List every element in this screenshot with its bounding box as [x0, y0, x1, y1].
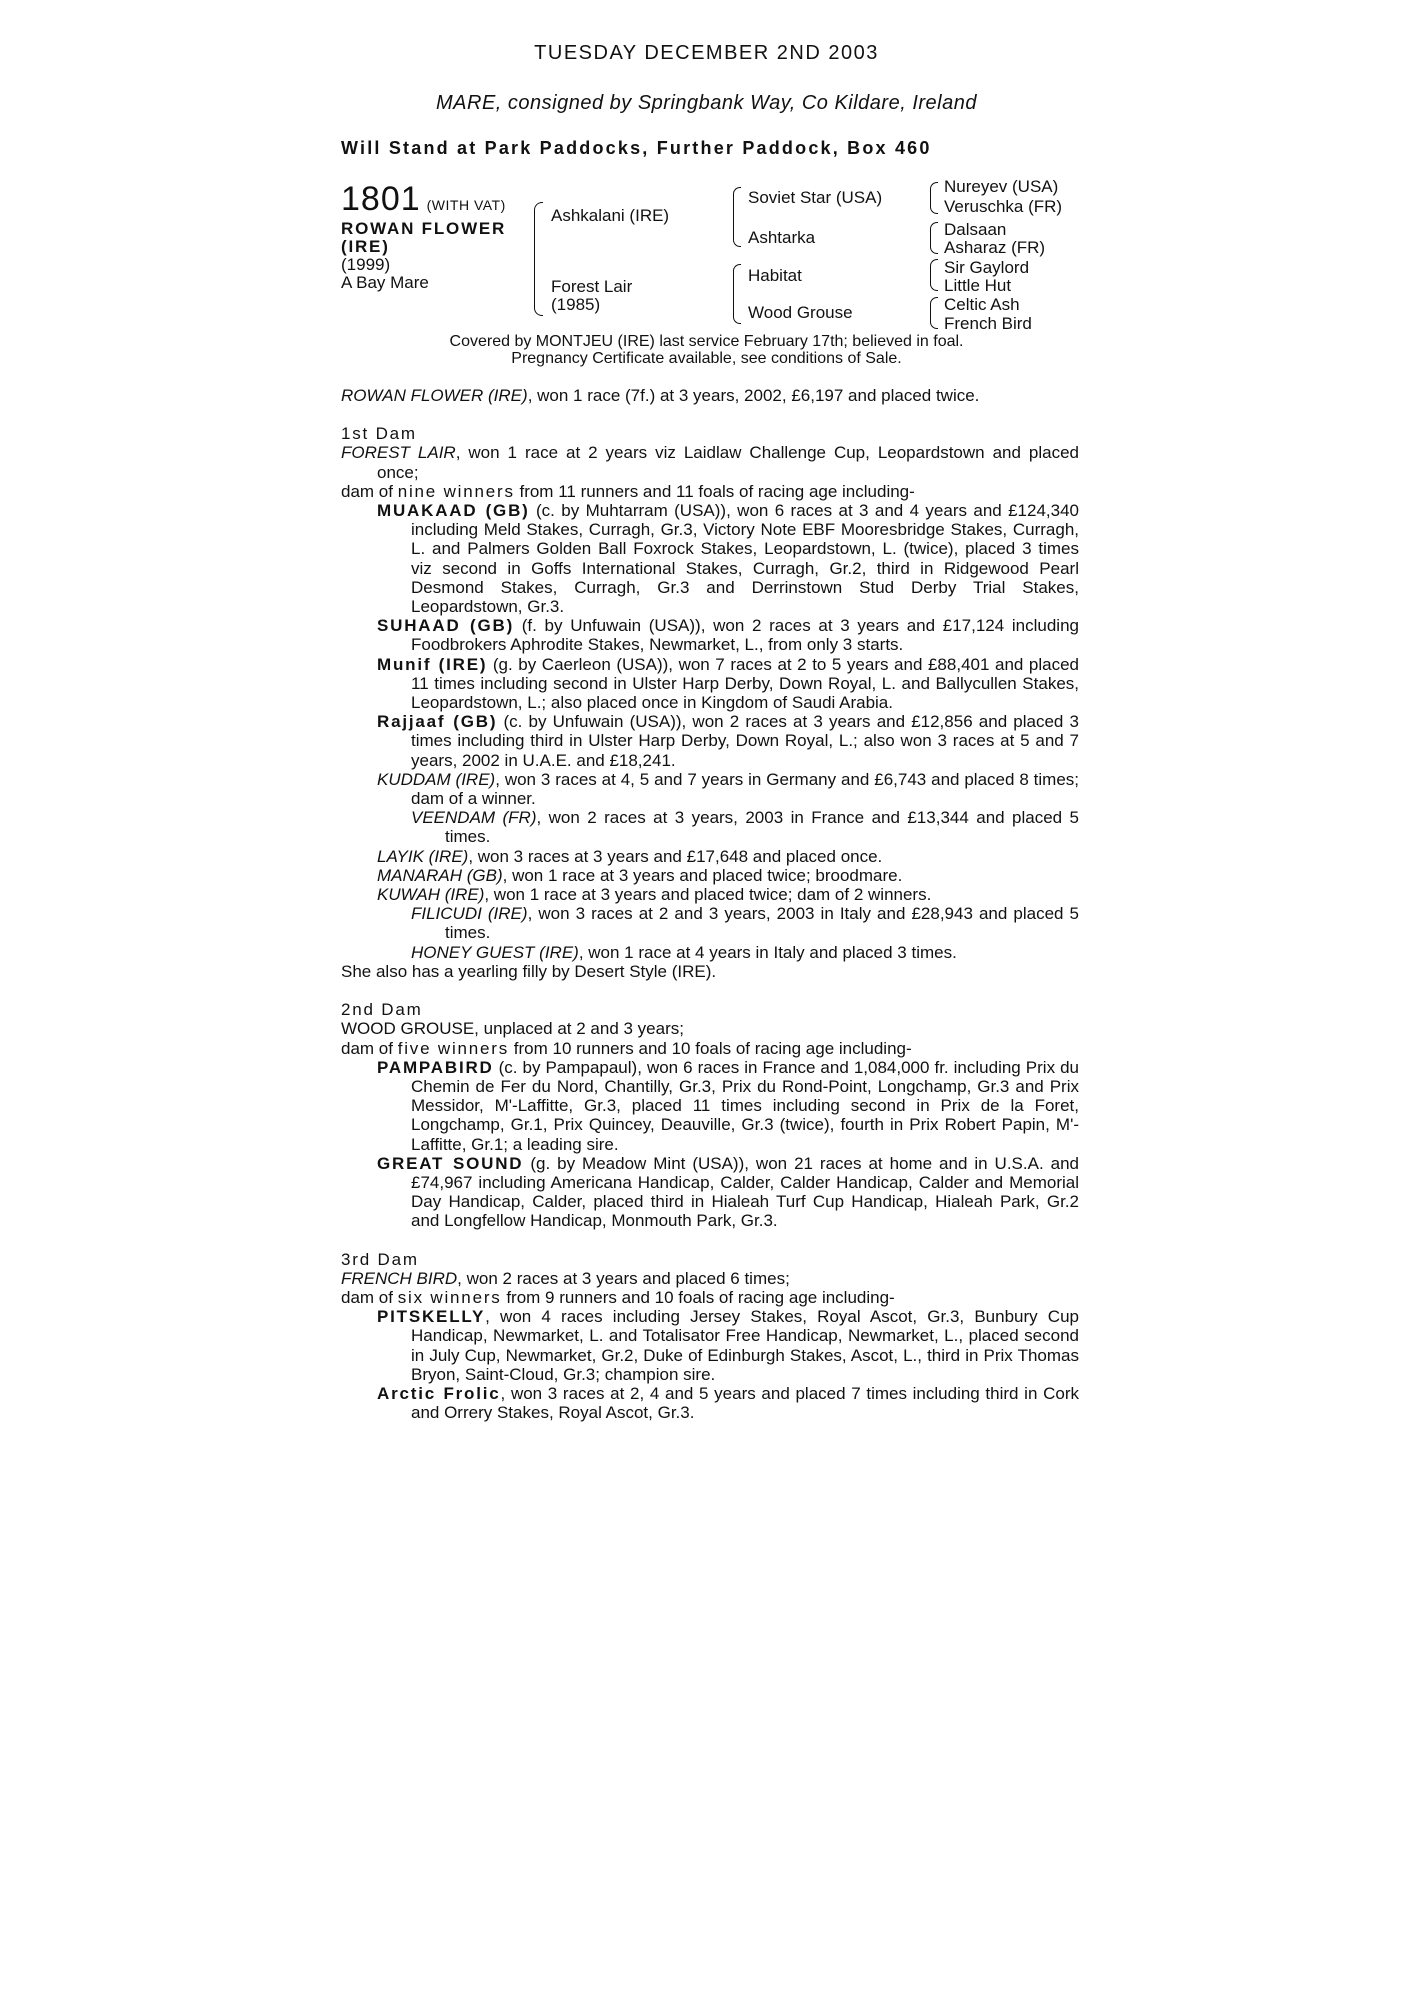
offspring-entry [341, 1058, 1079, 1154]
lot-number: 1801 [341, 180, 421, 218]
pedigree-brace [534, 202, 543, 316]
offspring-record: , won 1 race at 3 years and placed twice; dam of 2 winners. [484, 885, 932, 905]
certificate-line: Pregnancy Certificate available, see conditions of Sale. [511, 350, 902, 367]
offspring-name: SUHAAD (GB) [377, 616, 515, 636]
produce-text: from 10 runners and 10 foals of racing age including- [509, 1038, 912, 1058]
pedigree-brace [930, 297, 938, 329]
first-dam-heading: 1st Dam [341, 424, 417, 444]
summary-horse-name: ROWAN FLOWER (IRE) [341, 386, 528, 405]
offspring-name: PITSKELLY [377, 1307, 486, 1327]
third-dam-name: FRENCH BIRD [341, 1268, 458, 1288]
offspring-entry [341, 847, 1079, 866]
offspring-name: KUDDAM (IRE) [377, 769, 496, 789]
horse-name: ROWAN FLOWER [341, 219, 507, 238]
pedigree-gen3: Soviet Star (USA) [748, 188, 883, 207]
offspring-name: MANARAH (GB) [377, 865, 503, 885]
offspring-record: (g. by Caerleon (USA)), won 7 races at 2 to 5 years and £88,401 and placed 11 times including second in Ulster Harp Derby, Down Royal, L. and Ballycullen Stakes, Leopardstown, L.; also placed once in Kingdom of Saudi Arabia. [411, 654, 1079, 713]
horse-year: (1999) [341, 255, 391, 274]
third-dam-heading: 3rd Dam [341, 1249, 419, 1269]
second-dam-record: WOOD GROUSE, unplaced at 2 and 3 years; [341, 1019, 684, 1039]
offspring-entry [341, 885, 1079, 904]
pedigree-dam-year: (1985) [551, 295, 601, 314]
horse-description: A Bay Mare [341, 273, 429, 292]
first-dam-produce [341, 482, 1079, 501]
produce-winners: nine winners [397, 481, 515, 501]
offspring-entry [341, 904, 1079, 942]
pedigree-gen4: Nureyev (USA) [944, 177, 1059, 196]
pedigree-sire: Ashkalani (IRE) [551, 206, 670, 225]
offspring-name: KUWAH (IRE) [377, 885, 485, 905]
horse-details [341, 220, 506, 292]
first-dam-text: , won 1 race at 2 years viz Laidlaw Challenge Cup, Leopardstown and placed once; [377, 443, 1079, 482]
pedigree-gen4: Sir Gaylord [944, 258, 1030, 277]
offspring-record: , won 3 races at 4, 5 and 7 years in Germany and £6,743 and placed 8 times; dam of a winner. [411, 769, 1079, 809]
second-dam-heading: 2nd Dam [341, 1000, 423, 1020]
pedigree-brace [733, 264, 741, 324]
offspring-name: HONEY GUEST (IRE) [411, 942, 579, 962]
offspring-entry [341, 1154, 1079, 1231]
offspring-record: (c. by Pampapaul), won 6 races in France and 1,084,000 fr. including Prix du Chemin de Fer du Nord, Chantilly, Gr.3, Prix du Rond-Point, Longchamp, Gr.3 and Prix Messidor, M'-Laffitte, Gr.3, placed 11 times including second in Prix de la Foret, Longchamp, Gr.1, Prix Quincey, Deauville, Gr.3 (twice), fourth in Prix Robert Papin, M'-Laffitte, Gr.1; a leading sire. [411, 1057, 1079, 1154]
pedigree-gen3: Habitat [748, 266, 802, 285]
offspring-name: Arctic Frolic [377, 1383, 501, 1403]
offspring-entry [341, 770, 1079, 808]
first-dam-record [341, 443, 1079, 481]
pedigree-gen4: Asharaz (FR) [944, 238, 1046, 257]
produce-text: from 11 runners and 11 foals of racing age including- [514, 481, 915, 501]
offspring-name: MUAKAAD (GB) [377, 501, 530, 521]
third-dam-produce [341, 1288, 1079, 1307]
third-dam-record [341, 1269, 1079, 1288]
offspring-entry [341, 501, 1079, 616]
offspring-record: , won 3 races at 2 and 3 years, 2003 in Italy and £28,943 and placed 5 times. [445, 904, 1079, 943]
offspring-name: Munif (IRE) [377, 654, 488, 674]
offspring-entry [341, 1307, 1079, 1384]
offspring-entry [341, 616, 1079, 654]
offspring-record: , won 4 races including Jersey Stakes, Royal Ascot, Gr.3, Bunbury Cup Handicap, Newmarket, L. and Totalisator Free Handicap, Newmarket, L., placed second in July Cup, Newmarket, Gr.2, Duke of Edinburgh Stakes, Ascot, L., third in Prix Thomas Bryon, Saint-Cloud, Gr.3; champion sire. [411, 1307, 1079, 1384]
horse-country: (IRE) [341, 237, 390, 256]
summary-record: , won 1 race (7f.) at 3 years, 2002, £6,197 and placed twice. [527, 386, 980, 405]
third-dam-text: , won 2 races at 3 years and placed 6 times; [457, 1268, 790, 1288]
pedigree-dam: Forest Lair [551, 277, 633, 296]
offspring-entry [341, 655, 1079, 713]
first-dam-name: FOREST LAIR [341, 443, 456, 463]
sale-date: TUESDAY DECEMBER 2ND 2003 [534, 42, 879, 64]
produce-winners: five winners [397, 1038, 510, 1058]
offspring-record: (c. by Unfuwain (USA)), won 2 races at 3 years and £12,856 and placed 3 times including third in Ulster Harp Derby, Down Royal, L.; also won 3 races at 5 and 7 years, 2002 in U.A.E. and £18,241. [411, 712, 1079, 770]
pedigree-brace [930, 259, 938, 291]
offspring-record: , won 1 race at 3 years and placed twice; broodmare. [502, 865, 903, 885]
pedigree-brace [733, 187, 741, 247]
offspring-name: VEENDAM (FR) [411, 808, 537, 828]
offspring-record: (g. by Meadow Mint (USA)), won 21 races at home and in U.S.A. and £74,967 including Americana Handicap, Calder, Calder Handicap, Calder and Memorial Day Handicap, Calder, placed third in Hialeah Turf Cup Handicap, Hialeah Park, Gr.2 and Longfellow Handicap, Monmouth Park, Gr.3. [411, 1153, 1080, 1231]
covering-line: Covered by MONTJEU (IRE) last service February 17th; believed in foal. [449, 333, 964, 350]
pedigree-gen3: Ashtarka [748, 228, 816, 247]
offspring-record: , won 3 races at 2, 4 and 5 years and placed 7 times including third in Cork and Orrery Stakes, Royal Ascot, Gr.3. [411, 1383, 1079, 1423]
consignor-line: MARE, consigned by Springbank Way, Co Kildare, Ireland [436, 92, 977, 114]
offspring-entry [341, 712, 1079, 770]
pedigree-brace [930, 182, 938, 214]
race-summary [341, 386, 1079, 405]
offspring-entry [341, 1384, 1079, 1422]
pedigree-notes [341, 386, 1079, 1422]
offspring-record: (f. by Unfuwain (USA)), won 2 races at 3 years and £17,124 including Foodbrokers Aphrodite Stakes, Newmarket, L., from only 3 starts. [411, 616, 1079, 655]
offspring-name: PAMPABIRD [377, 1057, 494, 1077]
offspring-name: Rajjaaf (GB) [377, 712, 498, 732]
offspring-name: FILICUDI (IRE) [411, 904, 528, 924]
offspring-record: (c. by Muhtarram (USA)), won 6 races at 3 and 4 years and £124,340 including Meld Stakes, Curragh, Gr.3, Victory Note EBF Mooresbridge Stakes, Curragh, L. and Palmers Golden Ball Foxrock Stakes, Leopardstown, L. (twice), placed 3 times viz second in Goffs International Stakes, Curragh, Gr.2, third in Ridgewood Pearl Desmond Stakes, Curragh, Gr.3 and Derrinstown Stud Derby Trial Stakes, Leopardstown, Gr.3. [411, 501, 1080, 617]
pedigree-gen4: Little Hut [944, 276, 1012, 295]
produce-text: dam of [341, 481, 398, 501]
covering-note [0, 333, 1413, 367]
offspring-name: LAYIK (IRE) [377, 846, 469, 866]
pedigree-gen4: Dalsaan [944, 220, 1007, 239]
second-dam-produce [341, 1039, 1079, 1058]
offspring-name: GREAT SOUND [377, 1153, 524, 1173]
produce-winners: six winners [397, 1287, 502, 1307]
yearling-note: She also has a yearling filly by Desert Style (IRE). [341, 961, 717, 981]
pedigree-gen4: Veruschka (FR) [944, 197, 1063, 216]
vat-label: (WITH VAT) [426, 197, 506, 213]
produce-text: from 9 runners and 10 foals of racing age including- [501, 1287, 895, 1307]
pedigree-gen3: Wood Grouse [748, 303, 853, 322]
produce-text: dam of [341, 1038, 398, 1058]
pedigree-gen4: French Bird [944, 314, 1032, 333]
offspring-record: , won 3 races at 3 years and £17,648 and placed once. [468, 846, 883, 866]
pedigree-brace [930, 222, 938, 254]
offspring-entry [341, 943, 1079, 962]
offspring-record: , won 1 race at 4 years in Italy and placed 3 times. [578, 942, 957, 962]
stand-location: Will Stand at Park Paddocks, Further Paddock, Box 460 [341, 138, 932, 158]
offspring-entry [341, 866, 1079, 885]
lot-number-block [341, 180, 506, 219]
offspring-entry [341, 808, 1079, 846]
produce-text: dam of [341, 1287, 398, 1307]
pedigree-gen4: Celtic Ash [944, 295, 1020, 314]
offspring-record: , won 2 races at 3 years, 2003 in France and £13,344 and placed 5 times. [445, 808, 1079, 847]
